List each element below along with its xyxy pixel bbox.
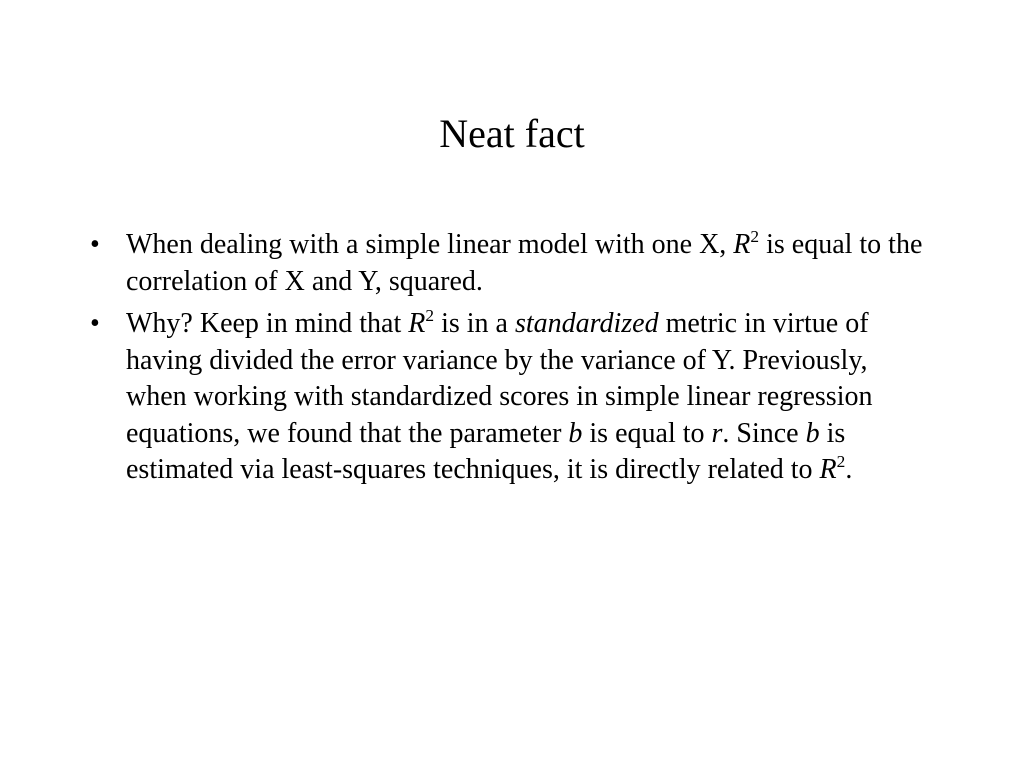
text-segment: . Since — [722, 417, 806, 449]
text-segment: is equal to — [582, 417, 712, 449]
text-segment: metric in virtue of having divided the error variance by the variance of Y. Previously, when working with standardized scores in simple linear regression equations, we found that the parameter — [126, 308, 873, 449]
text-segment: is equal to the correlation of X and Y, squared. — [126, 229, 923, 297]
slide-title: Neat fact — [439, 111, 585, 156]
bullet-text — [126, 226, 923, 297]
superscript-segment: 2 — [425, 305, 435, 325]
italic-text-segment: r — [711, 417, 723, 449]
bullet-list — [90, 227, 935, 495]
text-segment: When dealing with a simple linear model with one X, — [126, 229, 734, 260]
italic-text-segment: b — [568, 417, 583, 449]
text-segment: is estimated via least-squares techniques, it is directly related to — [126, 417, 846, 485]
superscript-segment: 2 — [750, 226, 760, 246]
italic-text-segment: b — [805, 417, 820, 449]
italic-text-segment: R — [408, 308, 426, 339]
bullet-icon: • — [90, 229, 100, 260]
italic-text-segment: standardized — [514, 308, 659, 339]
bullet-item — [90, 227, 935, 300]
bullet-text — [126, 305, 873, 485]
text-segment: . — [845, 454, 853, 485]
italic-text-segment: R — [819, 454, 837, 485]
text-segment: Why? Keep in mind that — [126, 308, 409, 339]
bullet-item — [90, 306, 935, 489]
superscript-segment: 2 — [836, 451, 846, 471]
text-segment: is in a — [434, 308, 515, 339]
bullet-icon: • — [90, 308, 100, 339]
italic-text-segment: R — [733, 229, 751, 260]
